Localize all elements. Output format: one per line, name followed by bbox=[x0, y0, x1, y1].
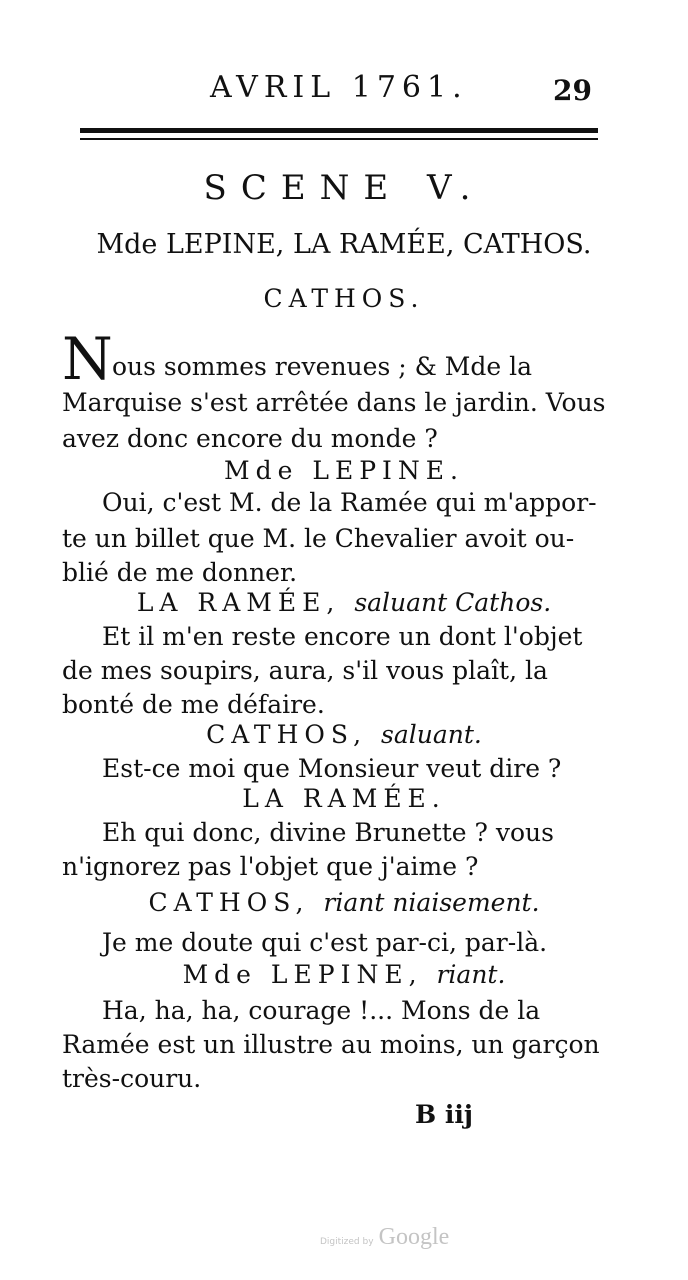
text-line: Marquise s'est arrêtée dans le jardin. Vous bbox=[62, 388, 606, 417]
google-logo: Google bbox=[378, 1224, 450, 1250]
speaker-heading bbox=[0, 456, 688, 486]
speaker-heading bbox=[0, 588, 688, 618]
speaker-name: CATHOS. bbox=[263, 284, 425, 313]
text-line: Et il m'en reste encore un dont l'objet bbox=[102, 622, 583, 651]
speaker-heading bbox=[0, 720, 688, 750]
page-number: 29 bbox=[553, 74, 592, 107]
stage-direction: saluant. bbox=[381, 720, 482, 749]
header-rule-thin bbox=[80, 138, 598, 140]
character-list: Mde LEPINE, LA RAMÉE, CATHOS. bbox=[96, 229, 592, 260]
stage-direction: riant niaisement. bbox=[323, 888, 540, 917]
text-line: très-couru. bbox=[62, 1064, 202, 1093]
speaker-name: CATHOS, bbox=[206, 720, 368, 749]
stage-direction: riant. bbox=[436, 960, 506, 989]
text-line: ous sommes revenues ; & Mde la bbox=[112, 352, 533, 381]
speaker-name: CATHOS, bbox=[148, 888, 310, 917]
digitized-prefix: Digitized by bbox=[320, 1237, 374, 1247]
text-line: Eh qui donc, divine Brunette ? vous bbox=[102, 818, 554, 847]
speaker-heading bbox=[0, 784, 688, 814]
text-line: Est-ce moi que Monsieur veut dire ? bbox=[102, 754, 562, 783]
speaker-name: LA RAMÉE. bbox=[242, 784, 446, 813]
text-line: de mes soupirs, aura, s'il vous plaît, la bbox=[62, 656, 548, 685]
speaker-heading bbox=[0, 888, 688, 918]
drop-cap-letter: N bbox=[62, 325, 113, 393]
text-line: Je me doute qui c'est par-ci, par-là. bbox=[102, 928, 548, 957]
text-line: te un billet que M. le Chevalier avoit ou- bbox=[62, 524, 575, 553]
digitized-watermark bbox=[320, 1224, 449, 1251]
text-line: Ha, ha, ha, courage !... Mons de la bbox=[102, 996, 541, 1025]
speaker-name: Mde LEPINE. bbox=[224, 456, 464, 485]
running-head bbox=[0, 70, 688, 110]
speaker-heading bbox=[0, 284, 688, 314]
speaker-name: LA RAMÉE, bbox=[136, 588, 341, 617]
running-title: AVRIL 1761. bbox=[210, 70, 468, 105]
text-line: Oui, c'est M. de la Ramée qui m'appor- bbox=[102, 488, 597, 517]
text-line: avez donc encore du monde ? bbox=[62, 424, 438, 453]
catchword: B iij bbox=[415, 1100, 473, 1129]
text-line: bonté de me défaire. bbox=[62, 690, 325, 719]
text-line: Ramée est un illustre au moins, un garçon bbox=[62, 1030, 600, 1059]
scene-title: SCENE V. bbox=[203, 168, 485, 208]
text-line: blié de me donner. bbox=[62, 558, 298, 587]
speaker-heading bbox=[0, 960, 688, 990]
header-rule-thick bbox=[80, 128, 598, 133]
stage-direction: saluant Cathos. bbox=[354, 588, 552, 617]
text-line: n'ignorez pas l'objet que j'aime ? bbox=[62, 852, 479, 881]
speaker-name: Mde LEPINE, bbox=[182, 960, 423, 989]
